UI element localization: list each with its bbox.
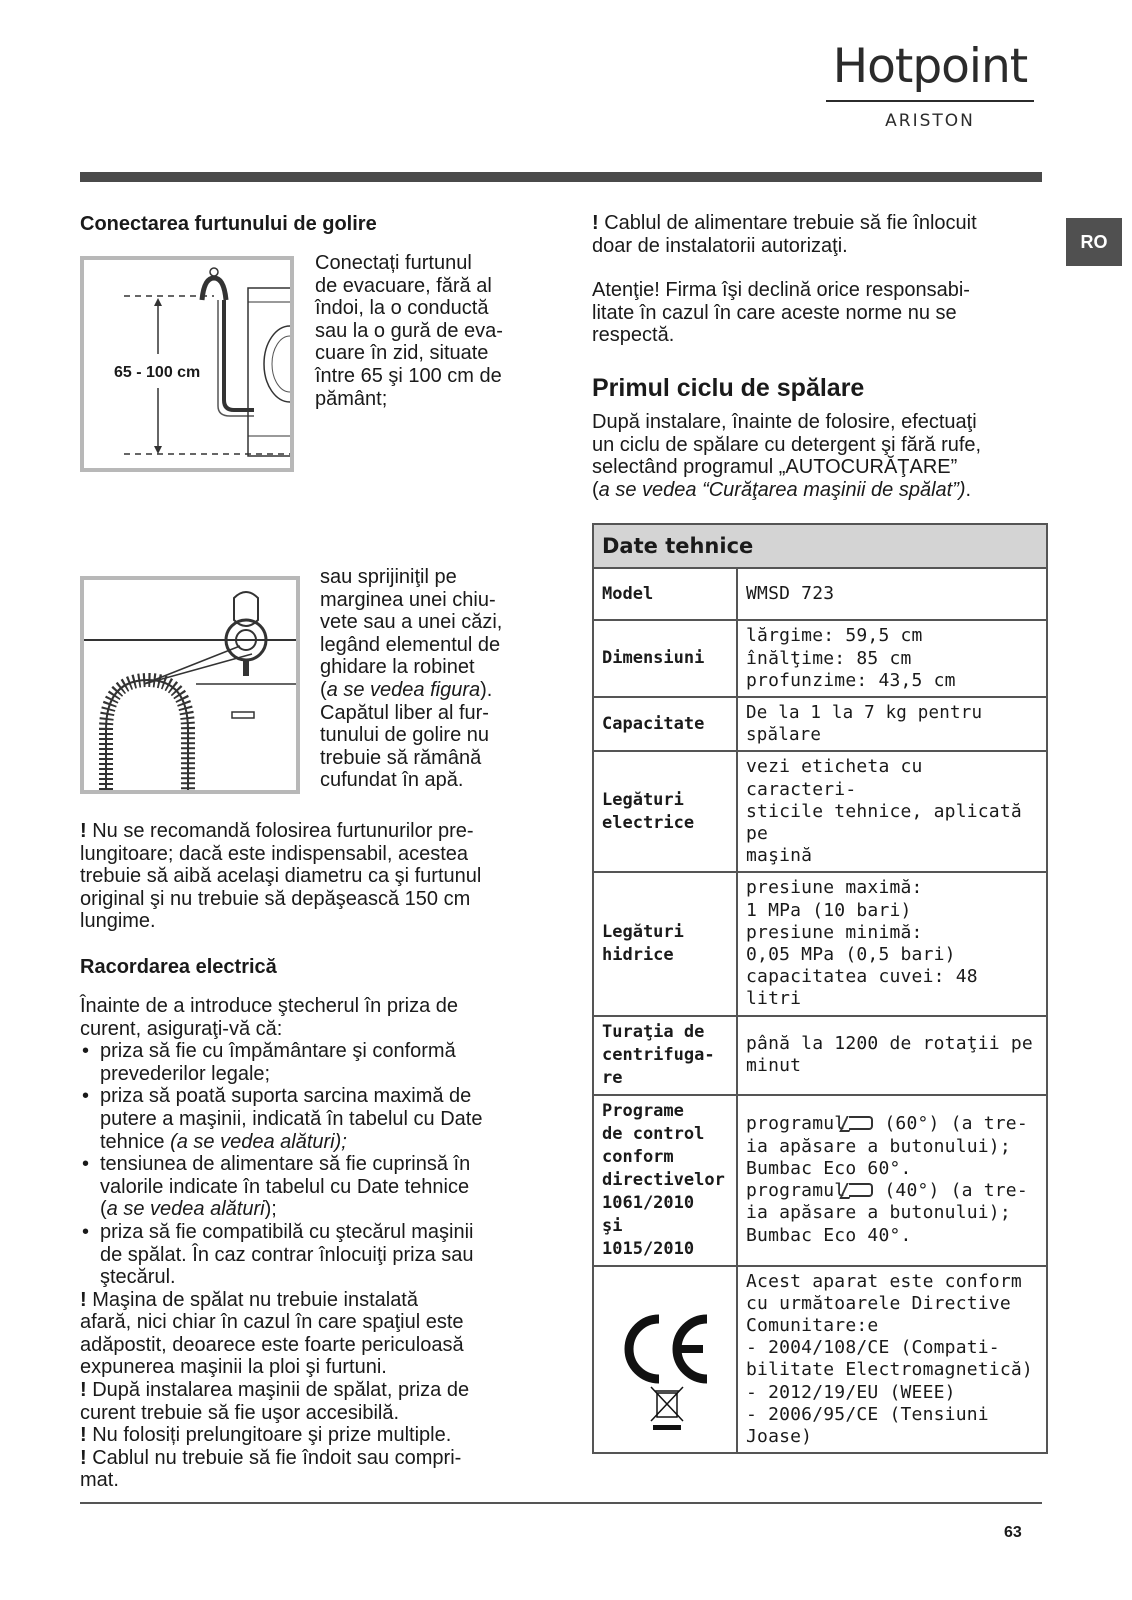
text-line: Nu se recomandă folosirea furtunurilor pre- <box>86 820 474 842</box>
warning-extension-hose <box>80 820 540 933</box>
value-line: sticile tehnice, aplicată pe <box>746 800 1022 844</box>
text-line: tensiunea de alimentare să fie cuprinsă în <box>100 1153 471 1176</box>
warning-mark: ! <box>592 212 599 234</box>
table-row <box>593 620 1047 697</box>
text-part: ); <box>264 1198 277 1221</box>
text-line: pământ; <box>315 387 388 410</box>
text-line: valorile indicate în tabelul cu Date tehnice <box>100 1175 470 1198</box>
text-line: de spălat. În caz contrar înlocuiţi priza sau <box>100 1243 474 1266</box>
warning-cable-bent <box>80 1447 540 1492</box>
row-value <box>737 620 1047 697</box>
row-label <box>593 697 737 751</box>
drain-connection-text <box>315 252 545 410</box>
figure-sink-edge <box>80 566 540 816</box>
warning-accessible-socket <box>80 1379 540 1424</box>
label-line: conform <box>602 1146 674 1167</box>
value-line <box>746 1113 1038 1135</box>
warning-outdoor <box>80 1289 540 1379</box>
text-part: (60°) (a tre- <box>873 1113 1028 1135</box>
value-line: bilitate Electromagnetică) <box>746 1359 1033 1381</box>
value-line: minut <box>746 1055 802 1077</box>
bullet: • <box>82 1040 90 1063</box>
electrical-intro <box>80 995 540 1040</box>
row-value <box>737 1095 1047 1266</box>
text-part: . <box>965 478 972 501</box>
text-line: Maşina de spălat nu trebuie instalată <box>86 1288 418 1311</box>
paren: ( <box>320 678 327 701</box>
text-part: programul <box>746 1113 846 1135</box>
faucet-hose-icon <box>84 580 296 790</box>
label-line: Capacitate <box>602 713 705 734</box>
label-line: 1015/2010 <box>602 1238 695 1259</box>
paren: ( <box>592 478 599 501</box>
warning-mark: ! <box>80 1379 87 1402</box>
list-item <box>80 1040 540 1085</box>
value-line: - 2006/95/CE (Tensiuni <box>746 1403 989 1425</box>
value-line: înălţime: 85 cm <box>746 647 912 669</box>
label-line: 1061/2010 <box>602 1192 695 1213</box>
row-value <box>737 872 1047 1015</box>
text-line: între 65 şi 100 cm de <box>315 364 502 387</box>
label-line: Model <box>602 583 654 604</box>
row-label <box>593 1095 737 1266</box>
table-row <box>593 1266 1047 1454</box>
value-line: Comunitare:e <box>746 1315 879 1336</box>
text-line: de evacuare, fără al <box>315 274 492 297</box>
paren: ). <box>480 678 493 701</box>
value-line: ia apăsare a butonului); <box>746 1135 1011 1157</box>
row-label <box>593 620 737 697</box>
program-icon <box>849 1116 873 1130</box>
table-row <box>593 872 1047 1015</box>
text-line: trebuie să rămână <box>320 746 482 769</box>
bullet: • <box>82 1220 90 1243</box>
text-line: respectă. <box>592 324 675 347</box>
text-part: ( <box>100 1198 107 1221</box>
table-row <box>593 568 1047 620</box>
footer-divider <box>80 1502 1042 1504</box>
text-line: Cablul de alimentare trebuie să fie înlocuit <box>598 212 977 234</box>
text-part: programul <box>746 1180 846 1202</box>
left-column <box>80 212 540 1492</box>
label-line: Legături <box>602 921 684 942</box>
text-line: lungime. <box>80 910 156 933</box>
label-line: centrifuga- <box>602 1044 715 1065</box>
text-line: priza să fie compatibilă cu ştecărul maşinii <box>100 1220 474 1243</box>
row-label <box>593 568 737 620</box>
text-line: sau la o gură de eva- <box>315 319 503 342</box>
text-line: Cablul nu trebuie să fie îndoit sau compri- <box>86 1446 462 1469</box>
text-line: trebuie să aibă acelaşi diametru ca şi furtunul <box>80 865 482 888</box>
value-line: - 2012/19/EU (WEEE) <box>746 1381 956 1403</box>
sink-edge-text <box>320 566 550 792</box>
text-line <box>100 1198 540 1221</box>
text-part: tehnice <box>100 1130 171 1153</box>
value-line: Bumbac Eco 40°. <box>746 1224 912 1246</box>
language-tab: RO <box>1066 218 1122 266</box>
warning-mark: ! <box>80 820 87 842</box>
text-line: un ciclu de spălare cu detergent şi fără rufe, <box>592 433 982 456</box>
table-title: Date tehnice <box>593 524 1047 568</box>
text-line: mat. <box>80 1469 119 1492</box>
label-line: Legături <box>602 789 684 810</box>
value-line: capacitatea cuvei: 48 litri <box>746 966 978 1010</box>
text-line: ghidare la robinet <box>320 656 475 679</box>
brand-logo <box>820 40 1040 131</box>
text-line: Conectați furtunul <box>315 252 472 274</box>
tech-specs-table <box>592 523 1048 1454</box>
program-icon <box>849 1183 873 1197</box>
text-line: vete sau a unei căzi, <box>320 611 503 634</box>
label-line: şi <box>602 1215 623 1236</box>
sink-hose-illustration <box>80 576 300 794</box>
warning-mark: ! <box>80 1446 87 1469</box>
row-label <box>593 1016 737 1095</box>
value-line: până la 1200 de rotaţii pe <box>746 1032 1033 1054</box>
table-row <box>593 697 1047 751</box>
list-item <box>80 1221 540 1289</box>
value-line: 1 MPa (10 bari) <box>746 899 912 921</box>
label-line: hidrice <box>602 944 674 965</box>
drain-height-illustration <box>80 256 294 472</box>
label-line: electrice <box>602 812 695 833</box>
bullet: • <box>82 1153 90 1176</box>
text-line <box>100 1131 540 1154</box>
attention-disclaimer <box>592 279 1048 347</box>
ce-mark-icon <box>615 1281 715 1431</box>
bullet: • <box>82 1085 90 1108</box>
row-label <box>593 751 737 872</box>
label-line: Turaţia de <box>602 1021 705 1042</box>
reference: (a se vedea alături); <box>170 1130 347 1153</box>
figure-drain-height <box>80 252 540 514</box>
text-line: cufundat în apă. <box>320 769 464 792</box>
brand-name: Hotpoint <box>832 39 1028 94</box>
list-item <box>80 1085 540 1153</box>
figure-ref: a se vedea figura <box>326 678 481 701</box>
text-line: adăpostit, deoarece este foarte periculoasă <box>80 1333 464 1356</box>
brand-sub: ARISTON <box>885 111 975 131</box>
value-line: 0,05 MPa (0,5 bari) <box>746 943 956 965</box>
text-line: selectând programul „AUTOCURĂŢARE” <box>592 456 958 479</box>
text-line: ştecărul. <box>100 1266 176 1289</box>
value-line: ia apăsare a butonului); <box>746 1202 1011 1224</box>
row-label <box>593 872 737 1015</box>
row-value <box>737 568 1047 620</box>
text-line: Înainte de a introduce ştecherul în priza de <box>80 994 459 1017</box>
text-line: sau sprijiniţil pe <box>320 566 457 588</box>
text-line: litate în cazul în care aceste norme nu se <box>592 301 957 324</box>
first-cycle-text <box>592 411 1048 501</box>
text-line: prevederilor legale; <box>100 1062 271 1085</box>
label-line: directivelor <box>602 1169 725 1190</box>
text-line: putere a maşinii, indicată în tabelul cu Date <box>100 1107 483 1130</box>
text-line: Nu folosiți prelungitoare şi prize multiple. <box>86 1424 452 1447</box>
warning-extensions <box>80 1424 540 1447</box>
value-line: Joase) <box>746 1426 813 1448</box>
text-line <box>592 479 1048 502</box>
text-line: tunului de golire nu <box>320 724 490 747</box>
text-line: După instalarea maşinii de spălat, priza de <box>86 1379 470 1402</box>
logo-divider <box>826 100 1034 102</box>
text-line: original şi nu trebuie să depăşească 150 cm <box>80 887 471 910</box>
reference: a se vedea alături <box>106 1198 265 1221</box>
list-item <box>80 1153 540 1221</box>
text-line: doar de instalatorii autorizaţi. <box>592 234 848 257</box>
table-row <box>593 1095 1047 1266</box>
text-line: curent, asiguraţi-vă că: <box>80 1017 283 1040</box>
ce-weee-cell <box>593 1266 737 1454</box>
value-line: vezi eticheta cu caracteri- <box>746 756 923 800</box>
text-line: Atenţie! Firma îşi declină orice responsabi- <box>592 279 970 302</box>
text-line: curent trebuie să fie uşor accesibilă. <box>80 1401 400 1424</box>
value-line: Bumbac Eco 60°. <box>746 1157 912 1179</box>
value-line <box>746 1180 1038 1202</box>
value-line: presiune minimă: <box>746 921 923 943</box>
text-line: cuare în zid, situate <box>315 342 489 365</box>
text-line: legând elementul de <box>320 633 501 656</box>
warning-mark: ! <box>80 1424 87 1447</box>
table-row <box>593 751 1047 872</box>
label-line: de control <box>602 1123 705 1144</box>
warning-cable-replacement <box>592 212 1048 257</box>
text-line <box>320 679 550 702</box>
value-line: Acest aparat este conform <box>746 1270 1022 1292</box>
value-line: WMSD 723 <box>746 583 835 605</box>
row-value <box>737 751 1047 872</box>
height-range-label: 65 - 100 cm <box>114 364 201 381</box>
text-line: expunerea maşinii la ploi şi furtuni. <box>80 1356 387 1379</box>
value-line: - 2004/108/CE (Compati- <box>746 1337 1000 1359</box>
text-line: lungitoare; dacă este indispensabil, acestea <box>80 842 469 865</box>
page-number: 63 <box>1004 1524 1022 1541</box>
text-line: După instalare, înainte de folosire, efectuaţi <box>592 410 977 433</box>
row-value <box>737 1266 1047 1454</box>
text-line: afară, nici chiar în cazul în care spaţiul este <box>80 1311 464 1334</box>
section-title-first-cycle: Primul ciclu de spălare <box>592 373 865 402</box>
warning-mark: ! <box>80 1288 87 1311</box>
header-bar <box>80 172 1042 182</box>
row-value <box>737 1016 1047 1095</box>
label-line: Programe <box>602 1100 684 1121</box>
table-row <box>593 1016 1047 1095</box>
row-value <box>737 697 1047 751</box>
text-line: priza să poată suporta sarcina maximă de <box>100 1085 472 1108</box>
text-line: priza să fie cu împământare şi conformă <box>100 1040 456 1063</box>
value-line: lărgime: 59,5 cm <box>746 625 923 647</box>
text-line: îndoi, la o conductă <box>315 297 489 320</box>
electrical-checklist <box>80 1040 540 1289</box>
value-line: profunzime: 43,5 cm <box>746 669 956 691</box>
section-title-electrical: Racordarea electrică <box>80 955 277 978</box>
reference: a se vedea “Curăţarea maşinii de spălat”) <box>598 478 966 501</box>
label-line: re <box>602 1067 623 1088</box>
text-line: marginea unei chiu- <box>320 588 496 611</box>
right-column <box>592 212 1048 1454</box>
label-line: Dimensiuni <box>602 648 705 669</box>
weee-bin-icon <box>651 1387 683 1430</box>
text-line: Capătul liber al fur- <box>320 701 489 724</box>
value-line: cu următoarele Directive <box>746 1292 1011 1314</box>
section-title-drain-hose: Conectarea furtunului de golire <box>80 213 377 235</box>
text-part: (40°) (a tre- <box>873 1180 1028 1202</box>
value-line: maşină <box>746 845 813 867</box>
value-line: presiune maximă: <box>746 877 923 899</box>
value-line: De la 1 la 7 kg pentru spălare <box>746 702 983 746</box>
